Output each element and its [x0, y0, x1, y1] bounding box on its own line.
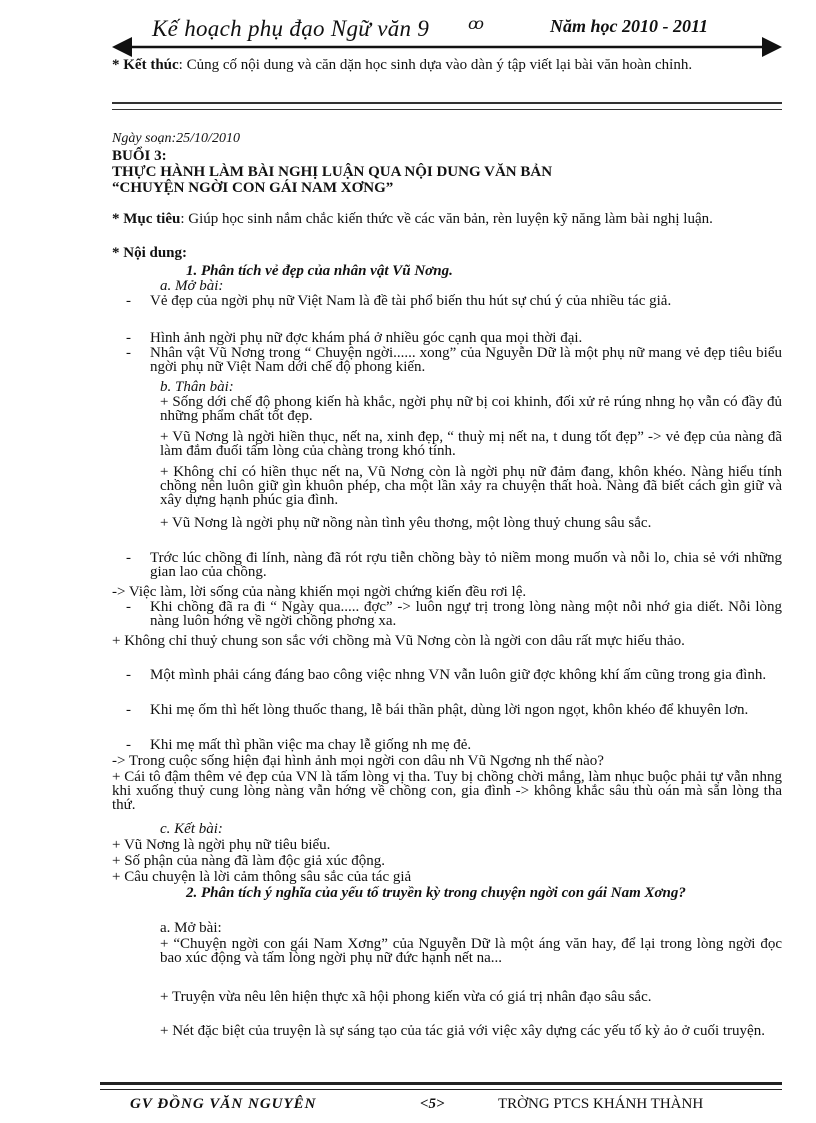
header-arrow-rule [112, 36, 782, 58]
body-line: a. Mở bài: [160, 278, 224, 294]
list-bullet: - [126, 737, 131, 753]
body-line: -> Trong cuộc sống hiện đại hình ảnh mọi ngời con dâu nh Vũ Ngơng nh thế nào? [112, 753, 604, 769]
session-title-line-2: “CHUYỆN NGỜI CON GÁI NAM XƠNG” [112, 180, 394, 196]
list-bullet: - [126, 550, 131, 566]
footer-page-number: <5> [420, 1096, 445, 1112]
header-title: Kế hoạch phụ đạo Ngữ văn 9 [152, 16, 430, 41]
body-line: -> Việc làm, lời sống của nàng khiến mọi ngời chứng kiến đều rơi lệ. [112, 584, 527, 600]
list-bullet: - [126, 599, 131, 615]
content-label: * Nội dung: [112, 245, 188, 261]
conclusion-label: * Kết thúc [112, 57, 179, 73]
body-line: c. Kết bài: [160, 821, 223, 837]
body-line: Nhân vật Vũ Nơng trong “ Chuyện ngời...... xong” của Nguyễn Dữ là một phụ nữ mang vẻ đẹp tiêu biểu ngời phụ nữ Việt Nam dới chế độ phong kiến. [150, 345, 782, 375]
goal-text: : Giúp học sinh nắm chắc kiến thức về các văn bản, rèn luyện kỹ năng làm bài nghị luận. [180, 211, 713, 227]
body-line: a. Mở bài: [160, 920, 222, 936]
body-line: + Câu chuyện là lời cảm thông sâu sắc của tác giả [112, 869, 412, 885]
session-name: BUỔI 3: [112, 148, 167, 164]
conclusion-text: : Củng cố nội dung và căn dặn học sinh dựa vào dàn ý tập viết lại bài văn hoàn chỉnh. [178, 57, 693, 73]
body-line: + Số phận của nàng đã làm độc giả xúc động. [112, 853, 385, 869]
body-line: + Truyện vừa nêu lên hiện thực xã hội phong kiến vừa có giá trị nhân đạo sâu sắc. [160, 989, 652, 1005]
body-line: Khi mẹ ốm thì hết lòng thuốc thang, lễ bái thần phật, dùng lời ngon ngọt, khôn khéo để khuyên lơn. [150, 702, 749, 718]
prep-date: Ngày soạn:25/10/2010 [112, 131, 240, 146]
body-line: Hình ảnh ngời phụ nữ đợc khám phá ở nhiều góc cạnh qua mọi thời đại. [150, 330, 583, 346]
body-line: + Không chỉ có hiền thục nết na, Vũ Nơng còn là ngời phụ nữ đảm đang, khôn khéo. Nàng hiểu tính chồng nên luôn giữ gìn khuôn phép, cha một lần xảy ra chuyện thất hoà. Nàng đã biết cách gìn giữ và xây dựng hạnh phúc gia đình. [160, 464, 782, 508]
body-line: + Cái tô đậm thêm vẻ đẹp của VN là tấm lòng vị tha. Tuy bị chồng chời mắng, làm nhục buộc phải tự vẫn nhng khi xuống thuỷ cung lòng nàng vẫn hớng về chồng con, gia đình -> không khắc sâu thù oán mà sẵn lòng tha thứ. [112, 769, 782, 813]
goal-label: * Mục tiêu [112, 211, 181, 227]
body-line: + “Chuyện ngời con gái Nam Xơng” của Nguyễn Dữ là một áng văn hay, để lại trong lòng ngời đọc bao xúc động và tấm lòng ngời phụ nữ đức hạnh nết na... [160, 936, 782, 966]
footer-school: TRỜNG PTCS KHÁNH THÀNH [498, 1096, 704, 1112]
header-school-year: Năm học 2010 - 2011 [550, 16, 709, 36]
list-bullet: - [126, 330, 131, 346]
body-line: + Nét đặc biệt của truyện là sự sáng tạo của tác giả với việc xây dựng các yếu tố kỳ ảo ở cuối truyện. [160, 1023, 765, 1039]
list-bullet: - [126, 293, 131, 309]
session-title-line-1: THỰC HÀNH LÀM BÀI NGHỊ LUẬN QUA NỘI DUNG VĂN BẢN [112, 164, 553, 180]
conclusion-paragraph [112, 58, 782, 72]
body-line: + Vũ Nơng là ngời phụ nữ tiêu biểu. [112, 837, 331, 853]
body-line: + Vũ Nơng là ngời hiền thục, nết na, xinh đẹp, “ thuỳ mị nết na, t dung tốt đẹp” -> vẻ đẹp của nàng đã làm đắm đuối tấm lòng của chàng trong khó tính. [160, 429, 782, 459]
body-line: 1. Phân tích vẻ đẹp của nhân vật Vũ Nơng. [186, 263, 453, 279]
header-ornament: ꝏ [468, 16, 484, 33]
body-line: Khi mẹ mất thì phần việc ma chay lễ giống nh mẹ đẻ. [150, 737, 472, 753]
page-header [112, 14, 782, 54]
body-line: + Không chỉ thuỷ chung son sắc với chồng mà Vũ Nơng còn là ngời con dâu rất mực hiếu thảo. [112, 633, 685, 649]
body-line: Vẻ đẹp của ngời phụ nữ Việt Nam là đề tài phổ biến thu hút sự chú ý của nhiều tác giả. [150, 293, 672, 309]
section-divider [112, 102, 782, 110]
footer-divider [100, 1082, 782, 1090]
list-bullet: - [126, 345, 131, 361]
body-line: 2. Phân tích ý nghĩa của yếu tố truyền kỳ trong chuyện ngời con gái Nam Xơng? [186, 885, 686, 901]
body-line: + Sống dới chế độ phong kiến hà khắc, ngời phụ nữ bị coi khinh, đối xử rẻ rúng nhng họ vẫn có đầy đủ những phẩm chất tốt đẹp. [160, 394, 782, 424]
list-bullet: - [126, 702, 131, 718]
body-line: b. Thân bài: [160, 379, 234, 395]
body-line: + Vũ Nơng là ngời phụ nữ nồng nàn tình yêu thơng, một lòng thuỷ chung sâu sắc. [160, 515, 652, 531]
body-line: Khi chồng đã ra đi “ Ngày qua..... đợc” -> luôn ngự trị trong lòng nàng một nỗi nhớ gia diết. Nỗi lòng nàng luôn hớng về ngời chồng phơng xa. [150, 599, 782, 629]
list-bullet: - [126, 667, 131, 683]
body-line: Trớc lúc chồng đi lính, nàng đã rót rợu tiễn chồng bày tỏ niềm mong muốn và nỗi lo, chia sẻ với những gian lao của chồng. [150, 550, 782, 580]
goal-paragraph [112, 212, 782, 226]
body-line: Một mình phải cáng đáng bao công việc nhng VN vẫn luôn giữ đợc không khí ấm cũng trong gia đình. [150, 667, 767, 683]
footer-teacher: GV ĐỒNG VĂN NGUYÊN [130, 1096, 317, 1112]
